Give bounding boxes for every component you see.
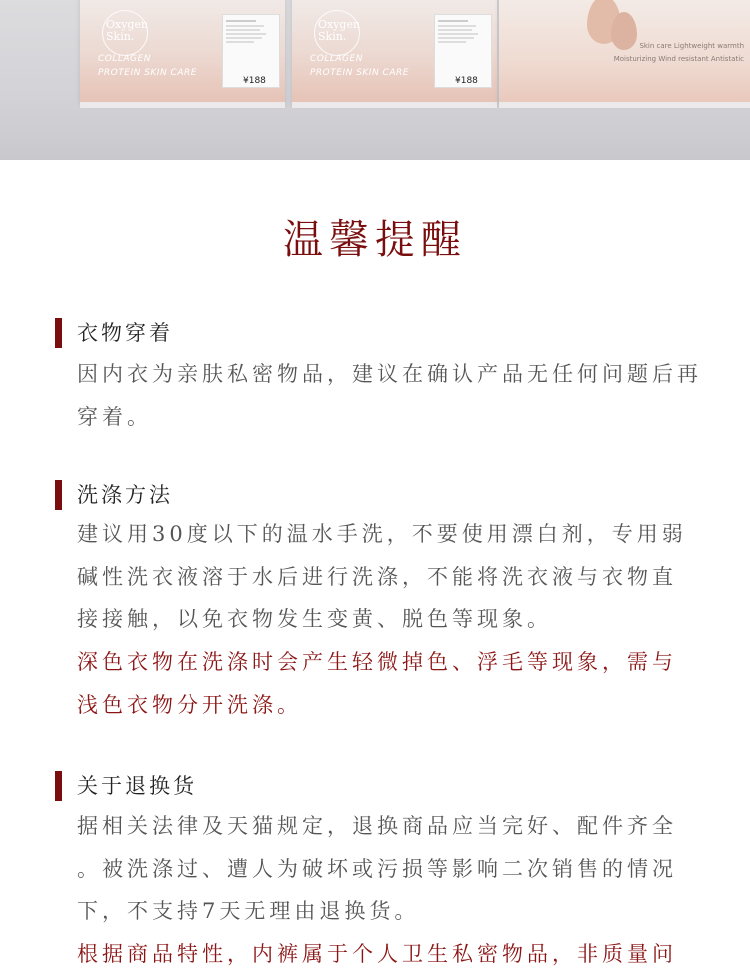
brand-logo (102, 10, 148, 56)
box-slogan (310, 52, 420, 80)
slogan-line: PROTEIN SKIN CARE (98, 68, 197, 78)
text-line: 据相关法律及天猫规定，退换商品应当完好、配件齐全 (77, 814, 677, 838)
label-price: ¥188 (243, 76, 266, 86)
paragraph (77, 513, 727, 641)
product-box (80, 0, 285, 102)
brand-name-line: Oxygen (106, 18, 149, 31)
text-line: 下，不支持7天无理由退换货。 (77, 899, 420, 923)
text-line: 浅色衣物分开洗涤。 (77, 692, 302, 717)
highlight-paragraph (77, 641, 727, 726)
text-line: 根据商品特性，内裤属于个人卫生私密物品，非质量问 (77, 942, 677, 966)
text-line: 穿着。 (77, 404, 152, 429)
tagline-line: Moisturizing Wind resistant Antistatic (613, 55, 744, 63)
box-tagline (584, 40, 744, 66)
slogan-line: COLLAGEN (98, 54, 151, 64)
heading-accent-bar (55, 771, 62, 801)
text-line: 因内衣为亲肤私密物品，建议在确认产品无任何问题后再 (77, 362, 702, 386)
brand-name-line: Skin. (106, 30, 135, 43)
heading-text: 洗涤方法 (77, 483, 173, 507)
label-price: ¥188 (455, 76, 478, 86)
highlight-paragraph (77, 933, 727, 976)
heading-accent-bar (55, 318, 62, 348)
heading-text: 衣物穿着 (77, 321, 173, 345)
tagline-line: Skin care Lightweight warmth (639, 42, 744, 50)
slogan-line: COLLAGEN (310, 54, 363, 64)
text-line: 。被洗涤过、遭人为破坏或污损等影响二次销售的情况 (77, 856, 677, 881)
page-title: 温馨提醒 (283, 217, 467, 263)
text-line: 深色衣物在洗涤时会产生轻微掉色、浮毛等现象，需与 (77, 650, 677, 674)
paragraph (77, 805, 727, 933)
heading-accent-bar (55, 480, 62, 510)
text-line: 接接触，以免衣物发生变黄、脱色等现象。 (77, 607, 552, 631)
slogan-line: PROTEIN SKIN CARE (310, 68, 409, 78)
price-label (222, 14, 280, 88)
heading-text: 关于退换货 (77, 774, 197, 798)
brand-logo (314, 10, 360, 56)
text-line: 碱性洗衣液溶于水后进行洗涤，不能将洗衣液与衣物直 (77, 564, 677, 589)
box-slogan (98, 52, 208, 80)
product-box (292, 0, 497, 102)
price-label (434, 14, 492, 88)
paragraph (77, 353, 727, 438)
product-box (499, 0, 750, 102)
text-line: 建议用30度以下的温水手洗，不要使用漂白剂，专用弱 (77, 522, 687, 546)
brand-name-line: Skin. (318, 30, 347, 43)
product-photo (0, 0, 750, 160)
brand-name-line: Oxygen (318, 18, 361, 31)
